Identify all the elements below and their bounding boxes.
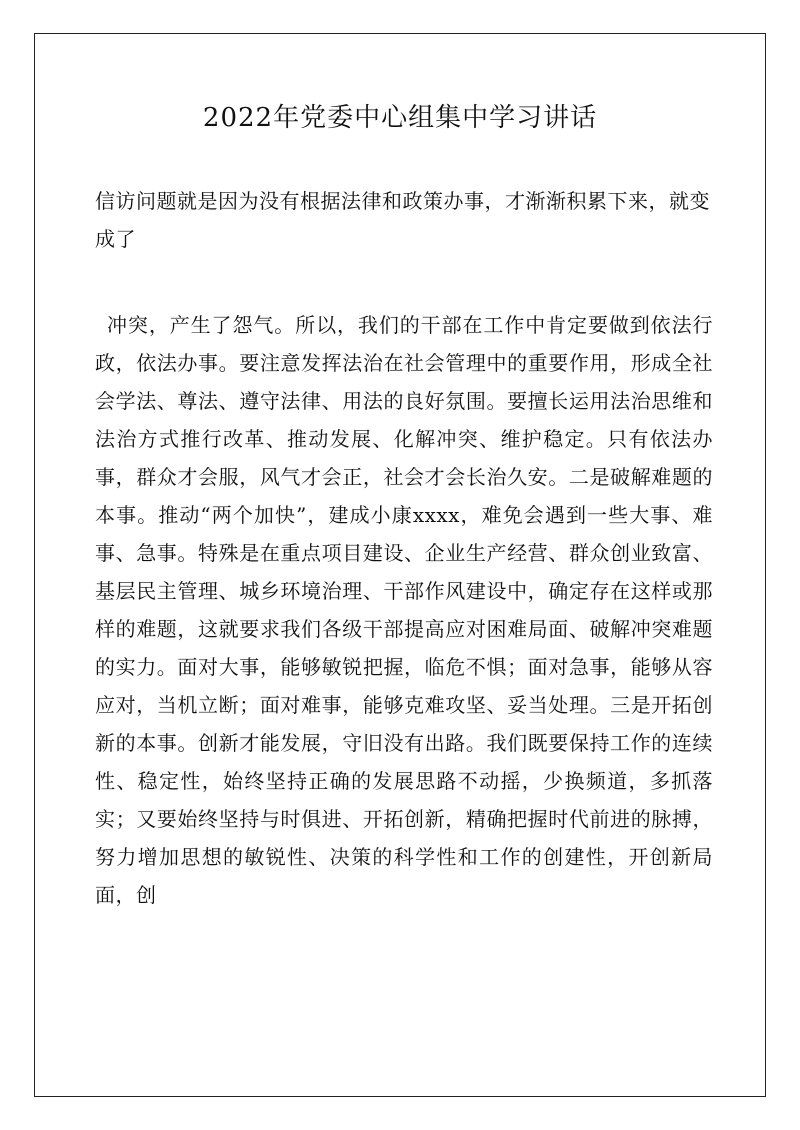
intro-paragraph: 信访问题就是因为没有根据法律和政策办事，才渐渐积累下来，就变成了 <box>95 189 710 251</box>
document-title: 2022年党委中心组集中学习讲话 <box>202 103 598 133</box>
body-paragraph: 冲突，产生了怨气。所以，我们的干部在工作中肯定要做到依法行政，依法办事。要注意发挥法治在社会管理中的重要作用，形成全社会学法、尊法、遵守法律、用法的良好氛围。要擅长运用法治思维和法治方式推行改革、推动发展、化解冲突、维护稳定。只有依法办事，群众才会服，风气才会正，社会才会长治久安。二是破解难题的本事。推动“两个加快”，建成小康xxxx，难免会遇到一些大事、难事、急事。特殊是在重点项目建设、企业生产经营、群众创业致富、基层民主管理、城乡环境治理、干部作风建设中，确定存在这样或那样的难题，这就要求我们各级干部提高应对困难局面、破解冲突难题的实力。面对大事，能够敏锐把握，临危不惧；面对急事，能够从容应对，当机立断；面对难事，能够克难攻坚、妥当处理。三是开拓创新的本事。创新才能发展，守旧没有出路。我们既要保持工作的连续性、稳定性，始终坚持正确的发展思路不动摇，少换频道，多抓落实；又要始终坚持与时俱进、开拓创新，精确把握时代前进的脉搏，努力增加思想的敏锐性、决策的科学性和工作的创建性，开创新局面，创 <box>95 313 713 907</box>
